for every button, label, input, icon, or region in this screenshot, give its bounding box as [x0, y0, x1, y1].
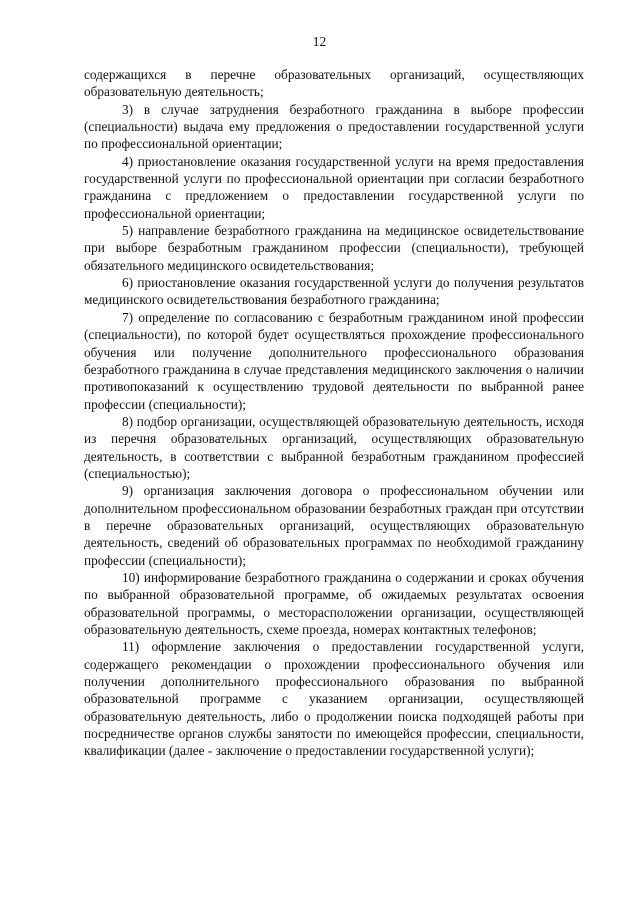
paragraph-item-3: 3) в случае затруднения безработного гражданина в выборе профессии (специальности) выдача ему предложения о предоставлении государственной услуги по профессиональной ориентации; [84, 101, 584, 152]
paragraph-item-11: 11) оформление заключения о предоставлении государственной услуги, содержащего рекомендации о прохождении профессионального обучения или получении дополнительного профессионального образования по выбранной образовательной программе с указанием организации, осуществляющей образовательную деятельность, либо о продолжении поиска подходящей работы при посредничестве органов службы занятости по имеющейся профессии, специальности, квалификации (далее - заключение о предоставлении государственной услуги); [84, 639, 584, 759]
paragraph-item-6: 6) приостановление оказания государственной услуги до получения результатов медицинского освидетельствования безработного гражданина; [84, 275, 584, 308]
paragraph-item-4: 4) приостановление оказания государственной услуги на время предоставления государственной услуги по профессиональной ориентации при согласии безработного гражданина с предложением о предоставлении государственной услуги по профессиональной ориентации; [84, 153, 584, 221]
paragraph-item-5: 5) направление безработного гражданина на медицинское освидетельствование при выборе безработным гражданином профессии (специальности), требующей обязательного медицинского освидетельствования; [84, 223, 584, 273]
page-number: 12 [312, 34, 327, 49]
paragraph-item-8: 8) подбор организации, осуществляющей образовательную деятельность, исходя из перечня образовательных организаций, осуществляющих образовательную деятельность, в соответствии с выбранной безработным гражданином профессией (специальностью); [84, 413, 584, 481]
paragraph-item-7: 7) определение по согласованию с безработным гражданином иной профессии (специальности), по которой будет осуществляться прохождение профессионального обучения или получение дополнительного профессионального образования безработного гражданина в случае представления медицинского заключения о наличии противопоказаний к осуществлению трудовой деятельности по выбранной ранее профессии (специальности); [84, 309, 584, 412]
document-body [84, 66, 584, 760]
paragraph-item-10: 10) информирование безработного гражданина о содержании и сроках обучения по выбранной образовательной программе, об ожидаемых результатах освоения образовательной программы, о месторасположении организации, осуществляющей образовательную деятельность, схеме проезда, номерах контактных телефонов; [84, 569, 584, 637]
paragraph-item-9: 9) организация заключения договора о профессиональном обучении или дополнительном профессиональном образовании безработных граждан при отсутствии в перечне образовательных организаций, осуществляющих образовательную деятельность, сведений об образовательных программах по необходимой гражданину профессии (специальности); [84, 483, 584, 568]
paragraph-continuation: содержащихся в перечне образовательных организаций, осуществляющих образовательную деятельность; [84, 67, 584, 100]
